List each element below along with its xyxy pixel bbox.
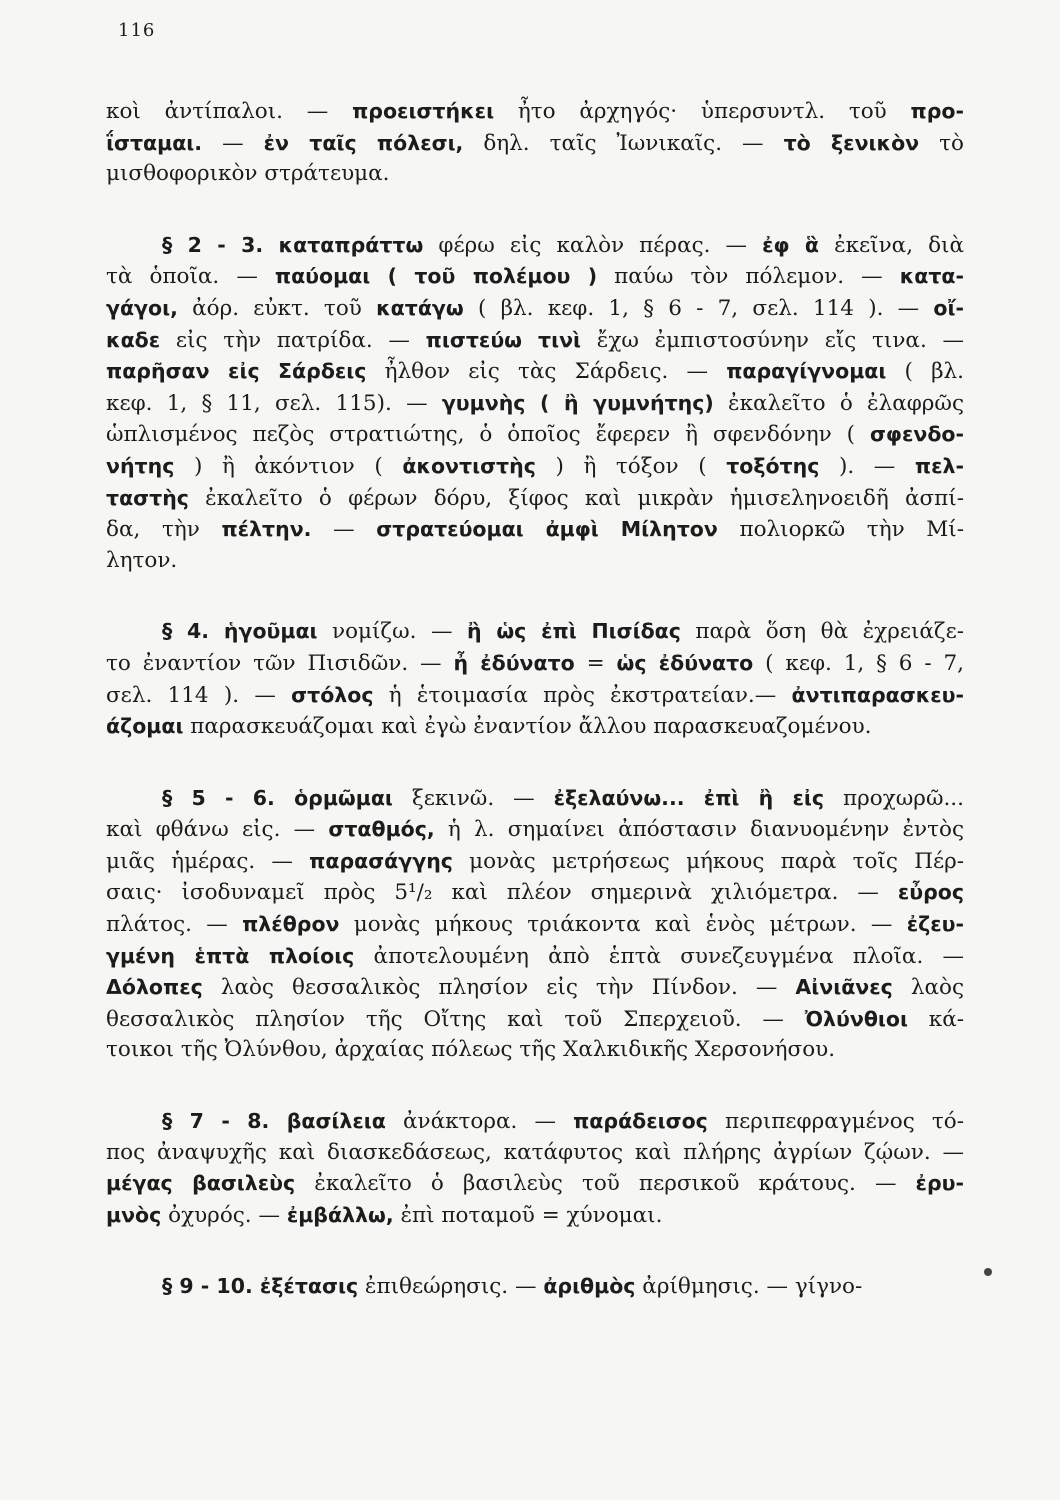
glossary-term: πελ- xyxy=(914,453,964,478)
glossary-term: ἐν ταῖς πόλεσι, xyxy=(263,130,464,155)
text-line xyxy=(106,419,964,451)
glossary-term: ἢ ὡς ἐπὶ Πισίδας xyxy=(466,619,681,644)
definition-text: ὀχυρός. — xyxy=(161,1202,287,1228)
glossary-term: παρασάγγης xyxy=(309,848,453,873)
definition-text: μισθοφορικὸν στράτευμα. xyxy=(106,161,390,187)
paragraph xyxy=(106,230,964,577)
definition-text: ἡ ἑτοιμασία πρὸς ἐκστρατείαν.— xyxy=(373,682,792,708)
paragraph xyxy=(106,616,964,742)
paragraph xyxy=(106,1106,964,1231)
glossary-term: τὸ ξενικὸν xyxy=(783,130,920,155)
glossary-term: § 2 - 3. καταπράττω xyxy=(162,232,424,257)
definition-text: τοικοι τῆς Ὀλύνθου, ἀρχαίας πόλεως τῆς Χαλκιδικῆς Χερσονήσου. xyxy=(106,1037,836,1063)
glossary-term: παύομαι ( τοῦ πολέμου ) xyxy=(274,264,598,289)
text-line xyxy=(106,616,964,648)
definition-text: κά- xyxy=(907,1006,965,1032)
text-line xyxy=(106,1271,964,1303)
text-line xyxy=(106,814,964,846)
definition-text: ἐπὶ ποταμοῦ = χύνομαι. xyxy=(393,1202,663,1228)
definition-text: ἦλθον εἰς τὰς Σάρδεις. — xyxy=(366,359,727,385)
definition-text: ) ἢ τόξον ( xyxy=(535,453,727,479)
text-line xyxy=(106,546,964,577)
glossary-term: ΐσταμαι. xyxy=(106,130,203,155)
definition-text: προχωρῶ... xyxy=(824,785,964,811)
definition-text: ἀποτελουμένη ἀπὸ ἑπτὰ συνεζευγμένα πλοῖα. — xyxy=(354,943,964,969)
definition-text: ἦτο ἀρχηγός· ὑπερσυντλ. τοῦ xyxy=(494,99,911,124)
definition-text: = xyxy=(574,650,617,676)
definition-text: ἀόρ. εὐκτ. τοῦ xyxy=(177,295,377,321)
glossary-term: ἐφ ἃ xyxy=(762,232,819,257)
definition-text: πολιορκῶ τὴν Μί- xyxy=(717,517,965,543)
definition-text: παύω τὸν πόλεμον. — xyxy=(597,264,900,290)
definition-text: ( κεφ. 1, § 6 - 7, xyxy=(753,650,964,676)
definition-text: ἐκεῖνα, διὰ xyxy=(819,232,964,258)
definition-text: ). — xyxy=(819,453,915,479)
definition-text: ἀρίθμησις. — xyxy=(635,1274,795,1300)
glossary-term: Δόλοπες xyxy=(106,975,203,1000)
glossary-term: παρῆσαν εἰς Σάρδεις xyxy=(106,359,367,384)
glossary-term: ὡς ἐδύνατο xyxy=(616,650,754,675)
text-line xyxy=(106,356,964,388)
glossary-term: § 7 - 8. βασίλεια xyxy=(162,1109,386,1134)
paragraph xyxy=(106,783,964,1066)
text-line xyxy=(106,1168,964,1200)
glossary-term: κατα- xyxy=(899,264,965,289)
definition-text: ἡ λ. σημαίνει ἀπόστασιν διανυομένην ἐντὸς xyxy=(434,817,964,843)
glossary-term: ἀκοντιστὴς xyxy=(402,453,536,478)
text-line xyxy=(106,783,964,815)
glossary-term: γάγοι, xyxy=(106,295,178,320)
text-line xyxy=(106,293,964,325)
glossary-term: γυμνὴς ( ἢ γυμνήτης) xyxy=(441,390,714,415)
glossary-term: άζομαι xyxy=(106,714,184,739)
page-number: 116 xyxy=(118,20,156,41)
definition-text: τὸ xyxy=(919,130,964,156)
definition-text: μιᾶς ἡμέρας. — xyxy=(106,848,310,874)
text-line xyxy=(106,514,964,546)
text-line xyxy=(106,1106,964,1138)
definition-text: λητον. xyxy=(106,547,178,573)
glossary-term: εὖρος xyxy=(897,880,964,905)
definition-text: σελ. 114 ). — xyxy=(106,682,292,708)
glossary-term: παράδεισος xyxy=(573,1109,708,1134)
text-line xyxy=(106,1035,964,1066)
definition-text: πλάτος. — xyxy=(106,912,243,938)
ink-spot xyxy=(984,1268,992,1276)
glossary-term: ἦ ἐδύνατο xyxy=(453,650,575,675)
definition-text: νομίζω. — xyxy=(317,619,467,645)
glossary-term: νήτης xyxy=(106,453,175,478)
glossary-term: μέγας βασιλεὺς xyxy=(106,1171,296,1196)
definition-text: ἔχω ἐμπιστοσύνην εἴς τινα. — xyxy=(581,327,965,353)
definition-text: λαὸς θεσσαλικὸς πλησίον εἰς τὴν Πίνδον. — xyxy=(202,975,796,1001)
definition-text: ὡπλισμένος πεζὸς στρατιώτης, ὁ ὁποῖος ἔφερεν ἢ σφενδόνην ( xyxy=(106,422,870,448)
definition-text: ( βλ. xyxy=(886,359,964,385)
paragraph xyxy=(106,1271,964,1303)
text-line xyxy=(106,159,964,190)
definition-text: ἐκαλεῖτο ὁ βασιλεὺς τοῦ περσικοῦ κράτους. — xyxy=(295,1171,916,1197)
text-line xyxy=(106,972,964,1004)
definition-text: κοὶ ἀντίπαλοι. — xyxy=(106,99,353,124)
definition-text: ( βλ. κεφ. 1, § 6 - 7, σελ. 114 ). — xyxy=(463,295,934,321)
definition-text: περιπεφραγμένος τό- xyxy=(707,1109,964,1135)
glossary-term: ἐξελαύνω... ἐπὶ ἢ εἰς xyxy=(553,785,825,810)
glossary-term: πέλτην. xyxy=(221,517,312,542)
definition-text: ἐκαλεῖτο ὁ φέρων δόρυ, ξίφος καὶ μικρὰν ἡμισεληνοειδῆ ἀσπί- xyxy=(188,485,964,511)
text-line xyxy=(106,128,964,160)
text-line xyxy=(106,483,964,515)
glossary-term: τοξότης xyxy=(726,453,820,478)
glossary-term: οἴ- xyxy=(933,295,965,320)
glossary-term: πιστεύω τινὶ xyxy=(425,327,582,352)
definition-text: ξεκινῶ. — xyxy=(392,785,554,811)
glossary-term: ἐζευ- xyxy=(906,912,964,937)
definition-text: καὶ φθάνω εἰς. — xyxy=(106,817,329,843)
text-line xyxy=(106,877,964,909)
glossary-term: γμένη ἑπτὰ πλοίοις xyxy=(106,943,355,968)
glossary-term: Ὀλύνθιοι xyxy=(804,1006,908,1031)
text-line xyxy=(106,941,964,973)
definition-text: γίγνο- xyxy=(794,1274,863,1300)
definition-text: λαὸς xyxy=(892,975,964,1001)
definition-text: φέρω εἰς καλὸν πέρας. — xyxy=(423,232,763,258)
definition-text: — xyxy=(202,130,264,156)
glossary-term: ἐρυ- xyxy=(915,1171,964,1196)
definition-text: τὰ ὁποῖα. — xyxy=(106,264,275,290)
text-line xyxy=(106,648,964,680)
text-line xyxy=(106,388,964,420)
glossary-term: σφενδο- xyxy=(869,422,964,447)
definition-text: ἐκαλεῖτο ὁ ἐλαφρῶς xyxy=(713,390,965,416)
glossary-term: παραγίγνομαι xyxy=(726,359,887,384)
glossary-term: κατάγω xyxy=(376,295,464,320)
definition-text: δηλ. ταῖς Ἰωνικαῖς. — xyxy=(463,130,784,156)
definition-text: ) ἢ ἀκόντιον ( xyxy=(174,453,403,479)
definition-text: εἰς τὴν πατρίδα. — xyxy=(160,327,426,353)
paragraph xyxy=(106,96,964,190)
definition-text: θεσσαλικὸς πλησίον τῆς Οἴτης καὶ τοῦ Σπερχειοῦ. — xyxy=(106,1006,805,1032)
definition-text: ἀνάκτορα. — xyxy=(385,1109,574,1135)
glossary-term: ταστὴς xyxy=(106,485,189,510)
glossary-term: § 4. ἡγοῦμαι xyxy=(162,619,318,644)
text-line xyxy=(106,1200,964,1232)
glossary-term: προ- xyxy=(910,99,964,123)
definition-text: παρασκευάζομαι καὶ ἐγὼ ἐναντίον ἄλλου παρασκευαζομένου. xyxy=(183,714,872,740)
text-line xyxy=(106,261,964,293)
definition-text: το ἐναντίον τῶν Πισιδῶν. — xyxy=(106,650,454,676)
page-body xyxy=(106,96,964,1343)
text-line xyxy=(106,909,964,941)
glossary-term: Αἰνιᾶνες xyxy=(795,975,893,1000)
glossary-term: § 5 - 6. ὁρμῶμαι xyxy=(162,785,393,810)
definition-text: δα, τὴν xyxy=(106,517,222,543)
glossary-term: μνὸς xyxy=(106,1202,162,1227)
glossary-term: προειστήκει xyxy=(352,99,495,123)
glossary-term: ἀριθμὸς xyxy=(543,1274,636,1299)
text-line xyxy=(106,846,964,878)
definition-text: πος ἀναψυχῆς καὶ διασκεδάσεως, κατάφυτος καὶ πλήρης ἀγρίων ζῴων. — xyxy=(106,1139,964,1165)
text-line xyxy=(106,230,964,262)
glossary-term: καδε xyxy=(106,327,161,352)
glossary-term: σταθμός, xyxy=(328,817,435,842)
glossary-term: ἐμβάλλω, xyxy=(286,1202,394,1227)
text-line xyxy=(106,711,964,743)
definition-text: — xyxy=(311,517,377,543)
definition-text: παρὰ ὅση θὰ ἐχρειάζε- xyxy=(680,619,964,645)
text-line xyxy=(106,96,964,128)
glossary-term: στόλος xyxy=(291,682,374,707)
definition-text: μονὰς μήκους τριάκοντα καὶ ἑνὸς μέτρων. — xyxy=(339,912,907,938)
definition-text: σαις· ἰσοδυναμεῖ πρὸς 5¹/₂ καὶ πλέον σημερινὰ χιλιόμετρα. — xyxy=(106,880,898,906)
text-line xyxy=(106,325,964,357)
glossary-term: ἀντιπαρασκευ- xyxy=(791,682,965,707)
text-line xyxy=(106,451,964,483)
definition-text: ἐπιθεώρησις. — xyxy=(358,1274,544,1300)
definition-text: κεφ. 1, § 11, σελ. 115). — xyxy=(106,390,442,416)
glossary-term: § 9 - 10. ἐξέτασις xyxy=(162,1274,359,1299)
text-line xyxy=(106,1138,964,1169)
definition-text: μονὰς μετρήσεως μήκους παρὰ τοῖς Πέρ- xyxy=(452,848,964,874)
text-line xyxy=(106,680,964,712)
glossary-term: πλέθρον xyxy=(242,912,340,937)
glossary-term: στρατεύομαι ἀμφὶ Μίλητον xyxy=(376,517,718,542)
text-line xyxy=(106,1004,964,1036)
